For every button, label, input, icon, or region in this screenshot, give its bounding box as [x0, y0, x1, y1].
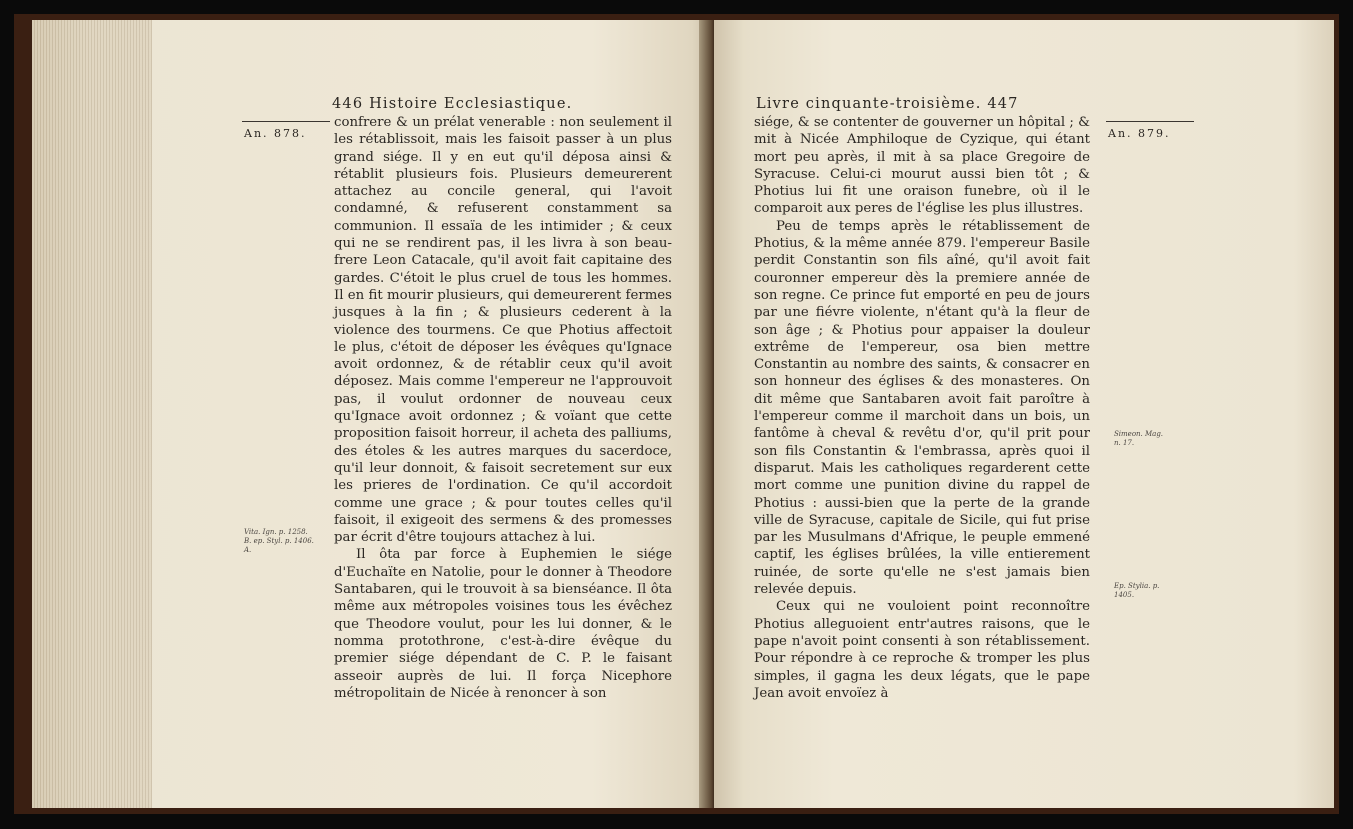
margin-rule — [1106, 121, 1194, 122]
right-page-body — [754, 114, 1090, 702]
margin-note-line: Simeon. Mag. — [1114, 430, 1164, 438]
right-paragraph-3: Ceux qui ne vouloient point reconnoître Photius alleguoient entr'autres raisons, que le pape n'avoit point consenti à son rétablissement. Pour répondre à ce reproche & tromper les plus simples, il gagna les deux légats, que le pape Jean avoit envoïez à — [754, 599, 1090, 701]
right-paragraph-2: Peu de temps après le rétablissement de Photius, & la même année 879. l'empereur Basile perdit Constantin son fils aîné, qu'il avoit fait couronner empereur dès la premiere année de son regne. Ce prince fut emporté en peu de jours par une fiévre violente, n'étant qu'à la fleur de son âge ; & Photius pour appaiser la douleur extrême de l'empereur, osa bien mettre Constantin au nombre des saints, & consacrer en son honneur des églises & des monasteres. On dit même que Santabaren avoit fait paroître à l'empereur comme il marchoit dans un bois, un fantôme à cheval & revêtu d'or, qu'il prit pour son fils Constantin & l'embrassa, après quoi il disparut. Mais les catholiques regarderent cette mort comme une punition divine du rappel de Photius : aussi-bien que la perte de la grande ville de Syracuse, capitale de Sicile, qui fut prise par les Musulmans d'Afrique, le peuple emmené captif, les églises brûlées, la ville entierement ruinée, de sorte qu'elle ne s'est jamais bien relevée depuis. — [754, 218, 1090, 598]
margin-rule — [242, 121, 330, 122]
margin-note-line: B. ep. Styl. p. 1406. — [244, 537, 314, 545]
right-page-header: Livre cinquante-troisième. 447 — [756, 96, 1019, 112]
left-page-header: 446 Histoire Ecclesiastique. — [332, 96, 573, 112]
left-paragraph-1: confrere & un prélat venerable : non seulement il les rétablissoit, mais les faisoit passer à un plus grand siége. Il y en eut qu'il déposa ainsi & rétablit plusieurs fois. Plusieurs demeurerent attachez au concile general, qui l'avoit condamné, & refuserent constamment sa communion. Il essaïa de les intimider ; & ceux qui ne se rendirent pas, il les livra à son beau-frere Leon Catacale, qu'il avoit fait capitaine des gardes. C'étoit le plus cruel de tous les hommes. Il en fit mourir plusieurs, qui demeurerent fermes jusques à la fin ; & plusieurs cederent à la violence des tourmens. Ce que Photius affectoit le plus, c'étoit de déposer les évêques qu'Ignace avoit ordonnez, & de rétablir ceux qu'il avoit déposez. Mais comme l'empereur ne l'approuvoit pas, il voulut ordonner de nouveau ceux qu'Ignace avoit ordonnez ; & voïant que cette proposition faisoit horreur, il acheta des palliums, des étoles & les autres marques du sacerdoce, qu'il leur donnoit, & faisoit secretement sur eux les prieres de l'ordination. Ce qu'il accordoit comme une grace ; & pour toutes celles qu'il faisoit, il exigeoit des sermens & des promesses par écrit d'être toujours attachez à lui. — [334, 115, 672, 546]
left-margin-note — [244, 528, 314, 555]
left-page — [32, 20, 712, 808]
margin-note-line: A. — [244, 546, 252, 554]
left-page-body — [334, 114, 672, 702]
right-margin-note-1 — [1114, 430, 1163, 448]
left-paragraph-2: Il ôta par force à Euphemien le siége d'Euchaïte en Natolie, pour le donner à Theodore Santabaren, qui le trouvoit à sa bienséance. Il ôta même aux métropoles voisines tous les évêchez que Theodore voulut, pour les lui donner, & le nomma protothrone, c'est-à-dire évêque du premier siége dépendant de C. P. le faisant asseoir auprès de lui. Il força Nicephore métropolitain de Nicée à renoncer à son — [334, 547, 672, 701]
right-paragraph-1: siége, & se contenter de gouverner un hôpital ; & mit à Nicée Amphiloque de Cyzique, qui étant mort peu après, il mit à sa place Gregoire de Syracuse. Celui-ci mourut aussi bien tôt ; & Photius lui fit une oraison funebre, où il le comparoit aux peres de l'église les plus illustres. — [754, 115, 1090, 217]
left-margin-year: An. 878. — [244, 127, 307, 140]
page-edges — [32, 20, 152, 808]
margin-note-line: Vita. Ign. p. 1258. — [244, 528, 308, 536]
right-page — [714, 20, 1334, 808]
right-margin-year: An. 879. — [1108, 127, 1171, 140]
right-margin-note-2 — [1114, 582, 1159, 600]
book — [14, 14, 1339, 814]
margin-note-line: n. 17. — [1114, 439, 1135, 447]
margin-note-line: 1405. — [1114, 591, 1135, 599]
margin-note-line: Ep. Stylia. p. — [1114, 582, 1160, 590]
